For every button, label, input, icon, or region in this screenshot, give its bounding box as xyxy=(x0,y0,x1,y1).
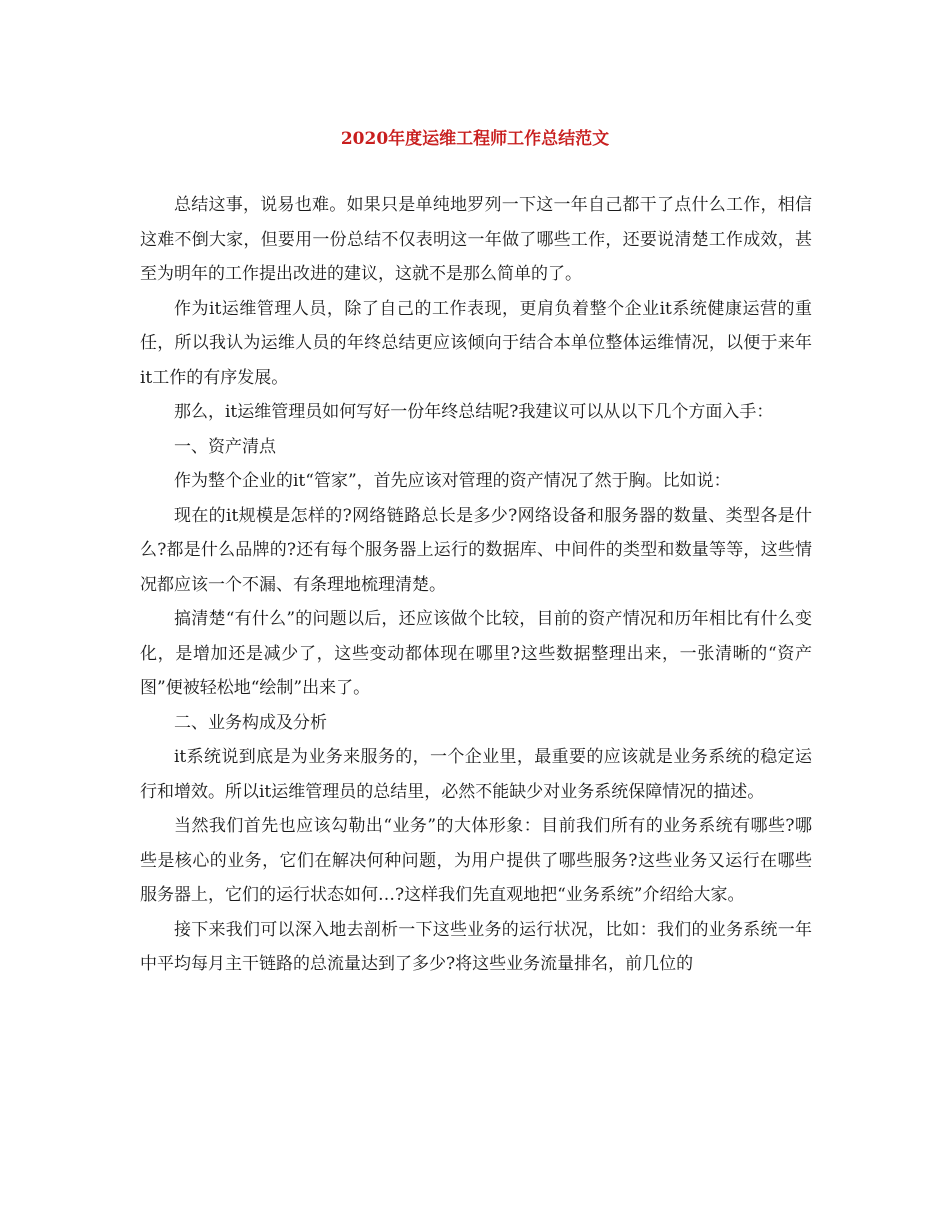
paragraph: 搞清楚“有什么”的问题以后，还应该做个比较，目前的资产情况和历年相比有什么变化，是增加还是减少了，这些变动都体现在哪里?这些数据整理出来，一张清晰的“资产图”便被轻松地“绘制”出来了。 xyxy=(140,609,812,698)
paragraph: 作为整个企业的it“管家”，首先应该对管理的资产情况了然于胸。比如说： xyxy=(174,471,731,491)
paragraph: 接下来我们可以深入地去剖析一下这些业务的运行状况，比如：我们的业务系统一年中平均每月主干链路的总流量达到了多少?将这些业务流量排名，前几位的 xyxy=(140,919,812,974)
paragraph: 那么，it运维管理员如何写好一份年终总结呢?我建议可以从以下几个方面入手： xyxy=(174,402,774,422)
paragraph: 总结这事，说易也难。如果只是单纯地罗列一下这一年自己都干了点什么工作，相信这难不倒大家，但要用一份总结不仅表明这一年做了哪些工作，还要说清楚工作成效，甚至为明年的工作提出改进的建议，这就不是那么简单的了。 xyxy=(140,195,812,284)
paragraph: 作为it运维管理人员，除了自己的工作表现，更肩负着整个企业it系统健康运营的重任，所以我认为运维人员的年终总结更应该倾向于结合本单位整体运维情况，以便于来年it工作的有序发展。 xyxy=(140,298,812,388)
paragraph: 当然我们首先也应该勾勒出“业务”的大体形象：目前我们所有的业务系统有哪些?哪些是核心的业务，它们在解决何种问题，为用户提供了哪些服务?这些业务又运行在哪些服务器上，它们的运行状态如何…?这样我们先直观地把“业务系统”介绍给大家。 xyxy=(140,816,812,905)
section-heading: 二、业务构成及分析 xyxy=(174,712,327,733)
section-heading: 一、资产清点 xyxy=(174,436,276,457)
document-title: 2020年度运维工程师工作总结范文 xyxy=(340,129,610,149)
paragraph: it系统说到底是为业务来服务的，一个企业里，最重要的应该就是业务系统的稳定运行和增效。所以it运维管理员的总结里，必然不能缺少对业务系统保障情况的描述。 xyxy=(140,747,812,802)
paragraph: 现在的it规模是怎样的?网络链路总长是多少?网络设备和服务器的数量、类型各是什么?都是什么品牌的?还有每个服务器上运行的数据库、中间件的类型和数量等等，这些情况都应该一个不漏、有条理地梳理清楚。 xyxy=(140,505,812,595)
document-body xyxy=(140,188,812,982)
